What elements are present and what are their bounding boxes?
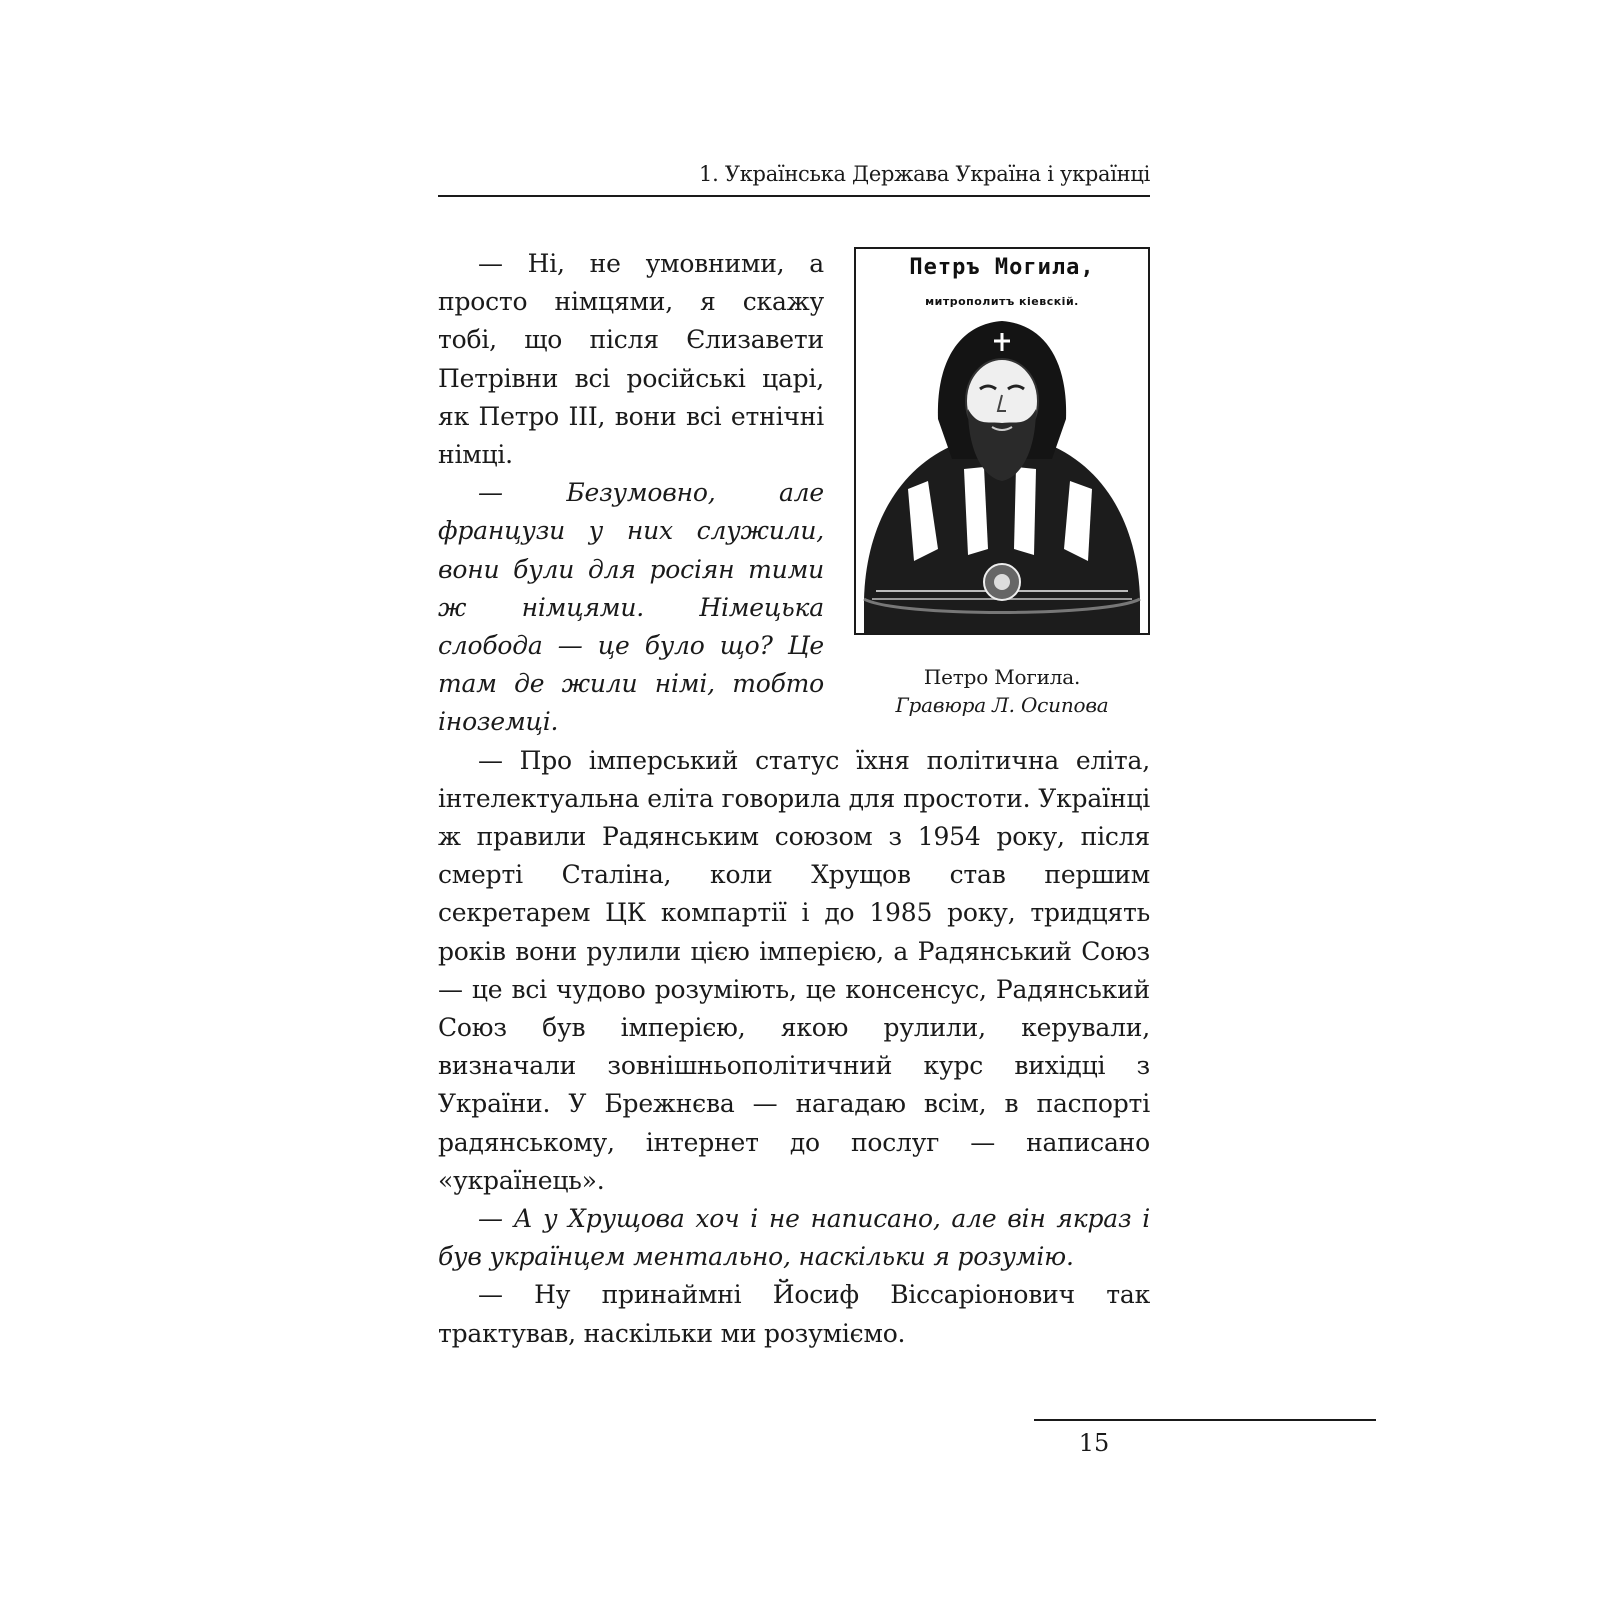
running-header: 1. Українська Держава Україна і українці <box>699 162 1150 186</box>
footer-rule <box>1034 1419 1376 1421</box>
paragraph: — Про імперський статус їхня політична еліта, інтелектуальна еліта говорила для простоти. Українці ж правили Радянським союзом з 1954 року, після смерті Сталіна, коли Хрущов став першим секретарем ЦК компартії і до 1985 року, тридцять років вони рулили цією імперією, а Радянський Союз — це всі чудово розуміють, це консенсус, Радянський Союз був імперією, якою рулили, керували, визначали зовнішньополітичний курс вихідці з України. У Брежнєва — нагадаю всім, в паспорті радянському, інтернет до послуг — написано «українець». <box>438 745 1150 1195</box>
caption-credit: Гравюра Л. Осипова <box>895 693 1109 717</box>
engraving-subtitle: митрополитъ кіевскій. <box>925 295 1079 308</box>
paragraph: — Ні, не умовними, а просто німцями, я скажу тобі, що після Єлизавети Петрівни всі російські царі, як Петро ІІІ, вони всі етнічні німці. <box>438 249 824 470</box>
paragraph: — Ну принаймні Йосиф Віссаріонович так трактував, наскільки ми розуміємо. <box>438 1280 1150 1348</box>
engraving-title: Петръ Могила, <box>909 255 1095 280</box>
page-number: 15 <box>1078 1429 1110 1457</box>
paragraph-italic: — Безумовно, але французи у них служили, вони були для росіян тими ж німцями. Німецька слобода — це було що? Це там де жили німі, тобто іноземці. <box>438 478 824 737</box>
portrait-engraving <box>854 247 1150 635</box>
caption-name: Петро Могила. <box>923 665 1081 689</box>
figure <box>854 247 1150 719</box>
paragraph-italic: — А у Хрущова хоч і не написано, але він якраз і був українцем ментально, наскільки я розумію. <box>438 1204 1150 1272</box>
portrait-illustration <box>856 299 1148 633</box>
figure-caption <box>854 663 1150 719</box>
body-text <box>438 245 1150 1353</box>
header-rule <box>438 195 1150 197</box>
